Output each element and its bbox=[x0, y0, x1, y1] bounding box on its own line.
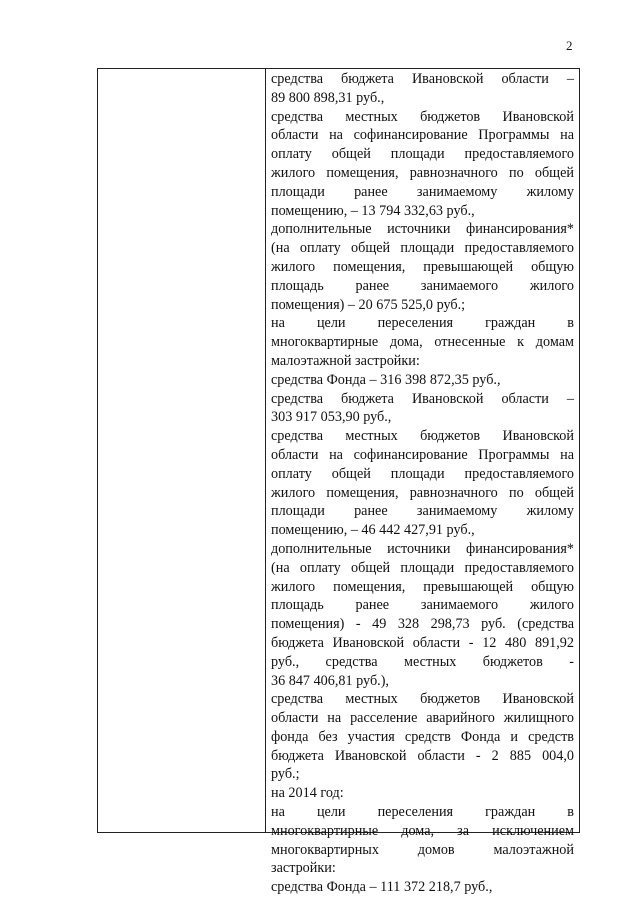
text-line: 303 917 053,90 руб., bbox=[271, 409, 392, 426]
text-line: руб., средства местных бюджетов - bbox=[271, 653, 574, 670]
text-line: малоэтажной застройки: bbox=[271, 352, 420, 369]
text-line: дополнительные источники финансирования* bbox=[271, 540, 574, 557]
text-line: помещения) - 49 328 298,73 руб. (средства bbox=[271, 616, 574, 633]
text-line: на цели переселения граждан в bbox=[271, 804, 574, 821]
text-line: площадь ранее занимаемого жилого bbox=[271, 277, 574, 294]
text-line: жилого помещения, равнозначного по общей bbox=[271, 484, 574, 501]
text-line: средства Фонда – 111 372 218,7 руб., bbox=[271, 879, 493, 896]
text-line: (на оплату общей площади предоставляемого bbox=[271, 559, 574, 576]
text-line: средства местных бюджетов Ивановской bbox=[271, 108, 574, 125]
text-line: (на оплату общей площади предоставляемого bbox=[271, 240, 574, 257]
text-line: на цели переселения граждан в bbox=[271, 315, 574, 332]
page-number: 2 bbox=[566, 38, 573, 53]
text-line: средства бюджета Ивановской области – bbox=[271, 71, 574, 87]
text-line: области на софинансирование Программы на bbox=[271, 446, 574, 463]
text-line: бюджета Ивановской области - 12 480 891,92 bbox=[271, 634, 574, 651]
text-line: фонда без участия средств Фонда и средств bbox=[271, 728, 574, 745]
text-line: многоквартирных домов малоэтажной bbox=[271, 841, 574, 858]
text-line: средства местных бюджетов Ивановской bbox=[271, 428, 574, 445]
text-line: помещению, – 13 794 332,63 руб., bbox=[271, 202, 475, 219]
text-line: средства бюджета Ивановской области – bbox=[271, 390, 574, 407]
text-line: оплату общей площади предоставляемого bbox=[271, 465, 574, 482]
text-line: площади ранее занимаемому жилому bbox=[271, 503, 574, 520]
text-line: жилого помещения, равнозначного по общей bbox=[271, 164, 574, 181]
text-line: застройки: bbox=[271, 860, 336, 877]
text-line: руб.; bbox=[271, 766, 300, 783]
text-line: многоквартирные дома, за исключением bbox=[271, 822, 574, 839]
text-line: жилого помещения, превышающей общую bbox=[271, 258, 574, 275]
text-line: области на софинансирование Программы на bbox=[271, 127, 574, 144]
table-right-cell bbox=[266, 69, 579, 896]
text-line: области на расселение аварийного жилищного bbox=[271, 710, 574, 727]
text-line: помещению, – 46 442 427,91 руб., bbox=[271, 522, 475, 539]
text-line: площади ранее занимаемому жилому bbox=[271, 183, 574, 200]
text-line: 36 847 406,81 руб.), bbox=[271, 672, 389, 689]
text-line: средства местных бюджетов Ивановской bbox=[271, 691, 574, 708]
text-line: помещения) – 20 675 525,0 руб.; bbox=[271, 296, 466, 313]
table-left-cell bbox=[98, 69, 266, 832]
text-line: многоквартирные дома, отнесенные к домам bbox=[271, 334, 574, 351]
text-line: дополнительные источники финансирования* bbox=[271, 221, 574, 238]
text-line: жилого помещения, превышающей общую bbox=[271, 578, 574, 595]
funding-table bbox=[97, 68, 580, 896]
text-line: оплату общей площади предоставляемого bbox=[271, 146, 574, 163]
text-line: средства Фонда – 316 398 872,35 руб., bbox=[271, 371, 501, 388]
text-line: бюджета Ивановской области - 2 885 004,0 bbox=[271, 747, 574, 764]
text-line: площадь ранее занимаемого жилого bbox=[271, 597, 574, 614]
text-line: 89 800 898,31 руб., bbox=[271, 89, 385, 106]
text-line: на 2014 год: bbox=[271, 785, 344, 802]
